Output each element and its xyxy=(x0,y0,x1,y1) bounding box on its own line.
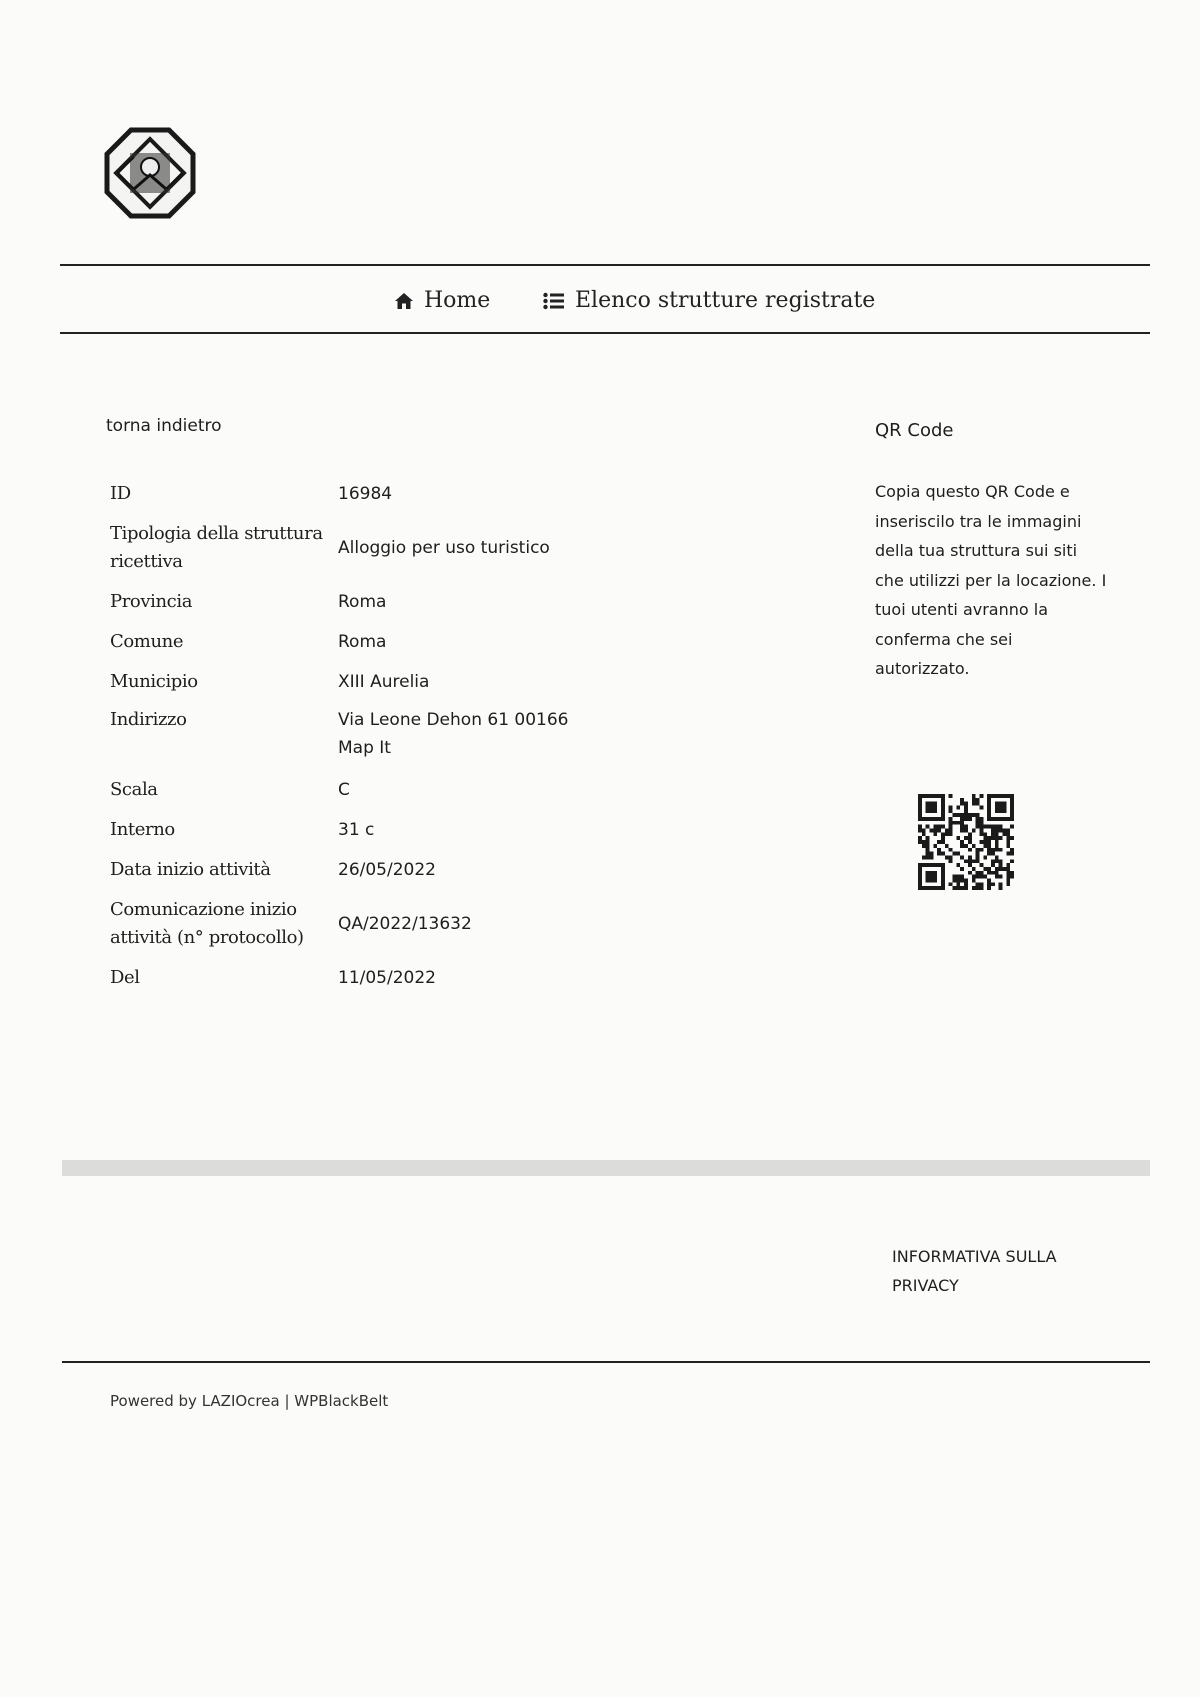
label-municipio: Municipio xyxy=(110,671,198,692)
main-nav xyxy=(0,280,1200,330)
nav-elenco-strutture[interactable] xyxy=(543,288,875,313)
header-bottom-divider xyxy=(60,332,1150,334)
nav-home-label: Home xyxy=(424,288,491,313)
value-scala: C xyxy=(338,780,350,800)
label-comunicazione: Comunicazione inizio attività (n° protocollo) xyxy=(110,899,304,948)
label-del: Del xyxy=(110,967,140,988)
qr-code-image xyxy=(918,794,1014,890)
row-id xyxy=(110,474,569,514)
value-comune: Roma xyxy=(338,632,387,652)
value-indirizzo xyxy=(338,706,569,762)
footer-band xyxy=(62,1160,1150,1176)
footer-divider xyxy=(62,1361,1150,1363)
list-icon xyxy=(543,292,565,310)
label-id: ID xyxy=(110,483,131,504)
powered-by: Powered by LAZIOcrea | WPBlackBelt xyxy=(110,1392,389,1410)
value-municipio: XIII Aurelia xyxy=(338,672,430,692)
qr-modules xyxy=(918,794,1014,890)
value-id: 16984 xyxy=(338,484,393,504)
row-data-inizio xyxy=(110,850,569,890)
address-text: Via Leone Dehon 61 00166 xyxy=(338,710,569,730)
back-link[interactable]: torna indietro xyxy=(106,416,222,436)
row-scala xyxy=(110,770,569,810)
row-interno xyxy=(110,810,569,850)
label-comune: Comune xyxy=(110,631,184,652)
value-interno: 31 c xyxy=(338,820,375,840)
row-comunicazione xyxy=(110,890,569,958)
logo xyxy=(104,127,196,219)
nav-home[interactable] xyxy=(394,288,490,313)
row-provincia xyxy=(110,582,569,622)
row-indirizzo xyxy=(110,702,569,770)
row-del xyxy=(110,958,569,998)
row-municipio xyxy=(110,662,569,702)
label-indirizzo: Indirizzo xyxy=(110,709,187,730)
qr-title: QR Code xyxy=(875,420,954,441)
value-comunicazione: QA/2022/13632 xyxy=(338,914,472,934)
value-tipologia: Alloggio per uso turistico xyxy=(338,538,550,558)
home-icon xyxy=(394,292,414,310)
label-scala: Scala xyxy=(110,779,158,800)
label-data-inizio: Data inizio attività xyxy=(110,859,271,880)
label-provincia: Provincia xyxy=(110,591,193,612)
value-del: 11/05/2022 xyxy=(338,968,436,988)
privacy-link[interactable]: INFORMATIVA SULLA PRIVACY xyxy=(892,1247,1057,1295)
value-provincia: Roma xyxy=(338,592,387,612)
header-top-divider xyxy=(60,264,1150,266)
label-tipologia: Tipologia della struttura ricettiva xyxy=(110,523,323,572)
value-data-inizio: 26/05/2022 xyxy=(338,860,436,880)
map-it-link[interactable]: Map It xyxy=(338,738,391,758)
row-comune xyxy=(110,622,569,662)
nav-elenco-label: Elenco strutture registrate xyxy=(575,288,876,313)
row-tipologia xyxy=(110,514,569,582)
label-interno: Interno xyxy=(110,819,175,840)
qr-description: Copia questo QR Code e inseriscilo tra le immagini della tua struttura sui siti che utilizzi per la locazione. I tuoi utenti avranno la conferma che sei autorizzato. xyxy=(875,482,1107,678)
details-table xyxy=(110,474,569,998)
